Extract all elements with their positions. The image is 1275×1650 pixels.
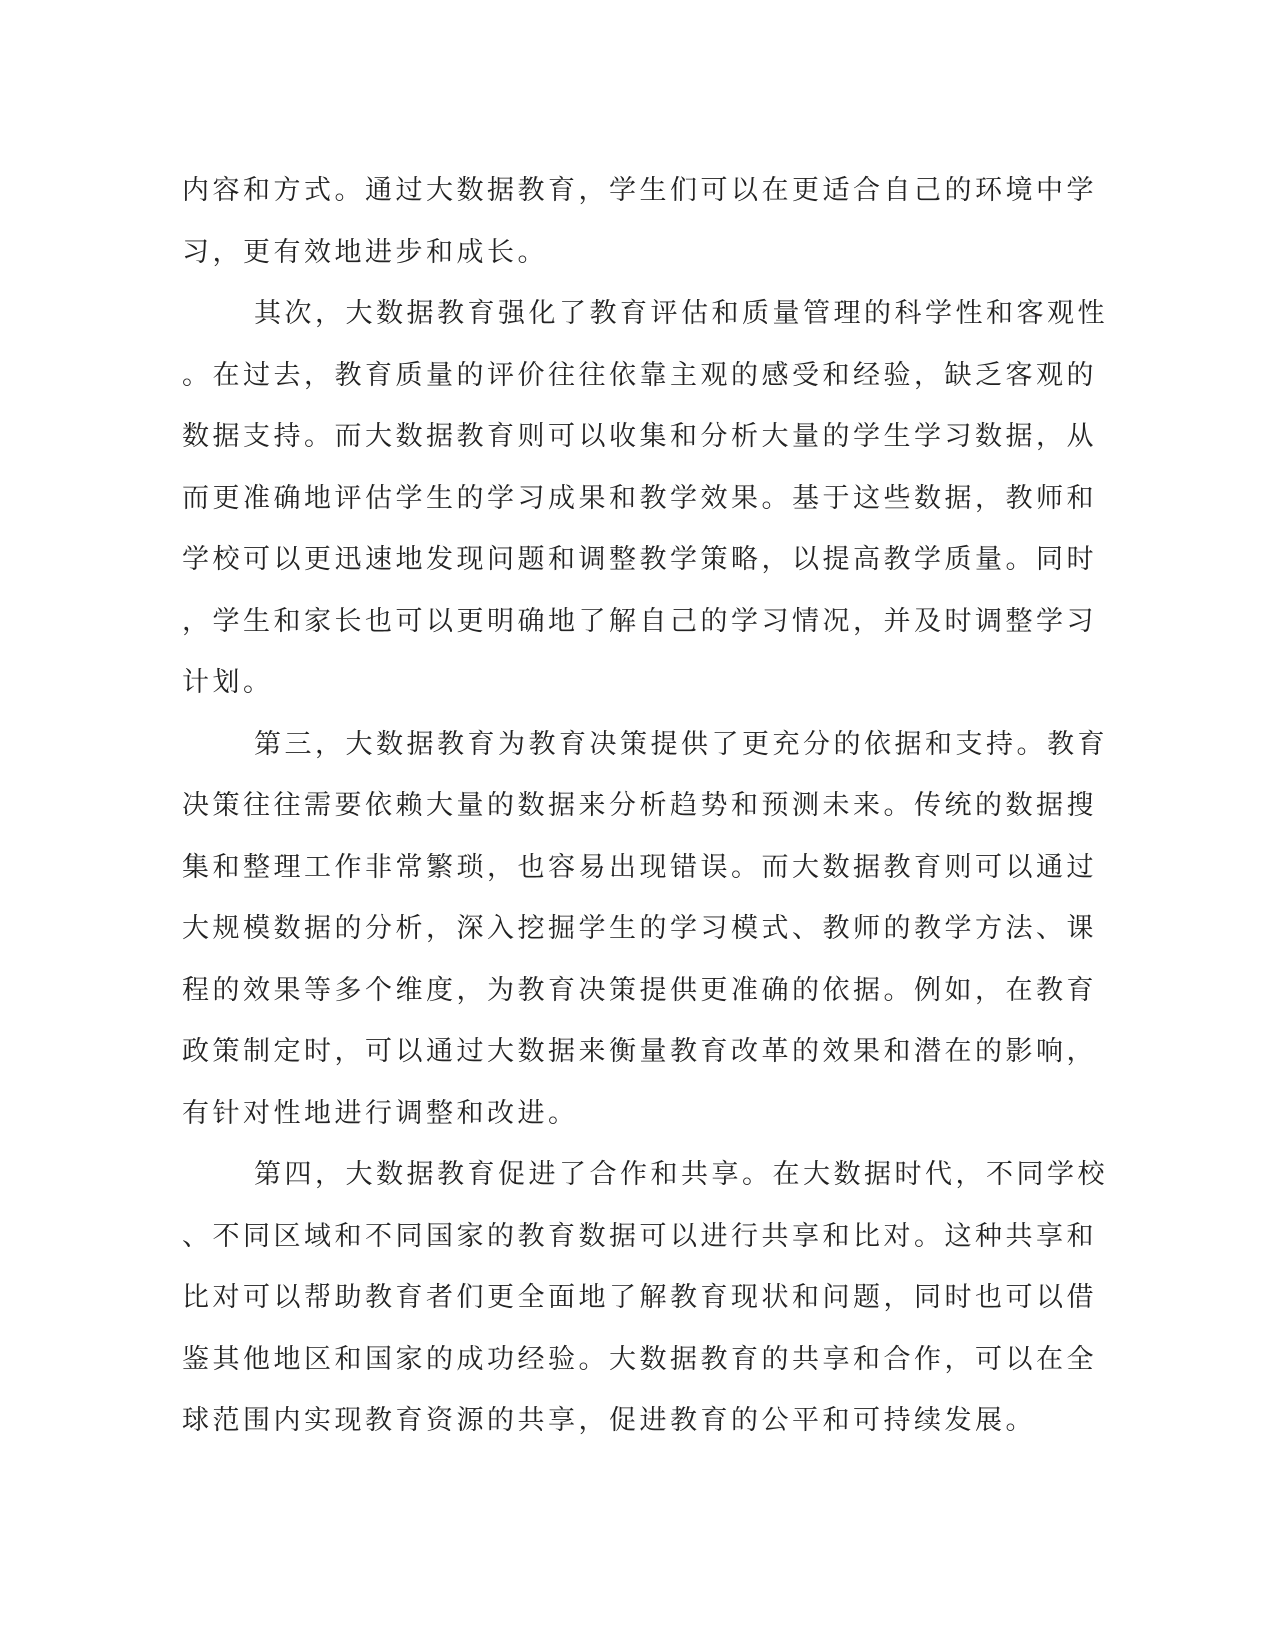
paragraph-third-point (182, 714, 1108, 1145)
text-line: 程的效果等多个维度，为教育决策提供更准确的依据。例如，在教育 (182, 974, 1097, 1006)
text-line: 集和整理工作非常繁琐，也容易出现错误。而大数据教育则可以通过 (182, 851, 1097, 883)
text-line: 学校可以更迅速地发现问题和调整教学策略，以提高教学质量。同时 (182, 544, 1097, 575)
text-line: 内容和方式。通过大数据教育，学生们可以在更适合自己的环境中学 (182, 175, 1097, 206)
text-line: 而更准确地评估学生的学习成果和教学效果。基于这些数据，教师和 (182, 482, 1097, 514)
body-text (182, 160, 1108, 1452)
text-line: 政策制定时，可以通过大数据来衡量教育改革的效果和潜在的影响， (182, 1036, 1097, 1067)
text-line: 决策往往需要依赖大量的数据来分析趋势和预测未来。传统的数据搜 (182, 790, 1097, 821)
text-line: 第四，大数据教育促进了合作和共享。在大数据时代，不同学校 (254, 1159, 1108, 1190)
text-line: 习，更有效地进步和成长。 (182, 236, 548, 268)
text-line: 有针对性地进行调整和改进。 (182, 1097, 579, 1129)
text-line: 第三，大数据教育为教育决策提供了更充分的依据和支持。教育 (254, 728, 1108, 760)
text-line: 其次，大数据教育强化了教育评估和质量管理的科学性和客观性 (254, 298, 1108, 329)
text-line: 比对可以帮助教育者们更全面地了解教育现状和问题，同时也可以借 (182, 1282, 1097, 1313)
text-line: 大规模数据的分析，深入挖掘学生的学习模式、教师的教学方法、课 (182, 913, 1097, 944)
text-line: 计划。 (182, 667, 274, 698)
text-line: 鉴其他地区和国家的成功经验。大数据教育的共享和合作，可以在全 (182, 1343, 1097, 1375)
text-line: 。在过去，教育质量的评价往往依靠主观的感受和经验，缺乏客观的 (182, 359, 1097, 391)
paragraph-second-point (182, 283, 1108, 714)
text-line: 数据支持。而大数据教育则可以收集和分析大量的学生学习数据，从 (182, 421, 1097, 452)
text-line: ，学生和家长也可以更明确地了解自己的学习情况，并及时调整学习 (182, 605, 1097, 637)
paragraph-fourth-point (182, 1144, 1108, 1452)
text-line: 、不同区域和不同国家的教育数据可以进行共享和比对。这种共享和 (182, 1220, 1097, 1252)
paragraph-continuation (182, 160, 1097, 283)
text-line: 球范围内实现教育资源的共享，促进教育的公平和可持续发展。 (182, 1405, 1036, 1436)
